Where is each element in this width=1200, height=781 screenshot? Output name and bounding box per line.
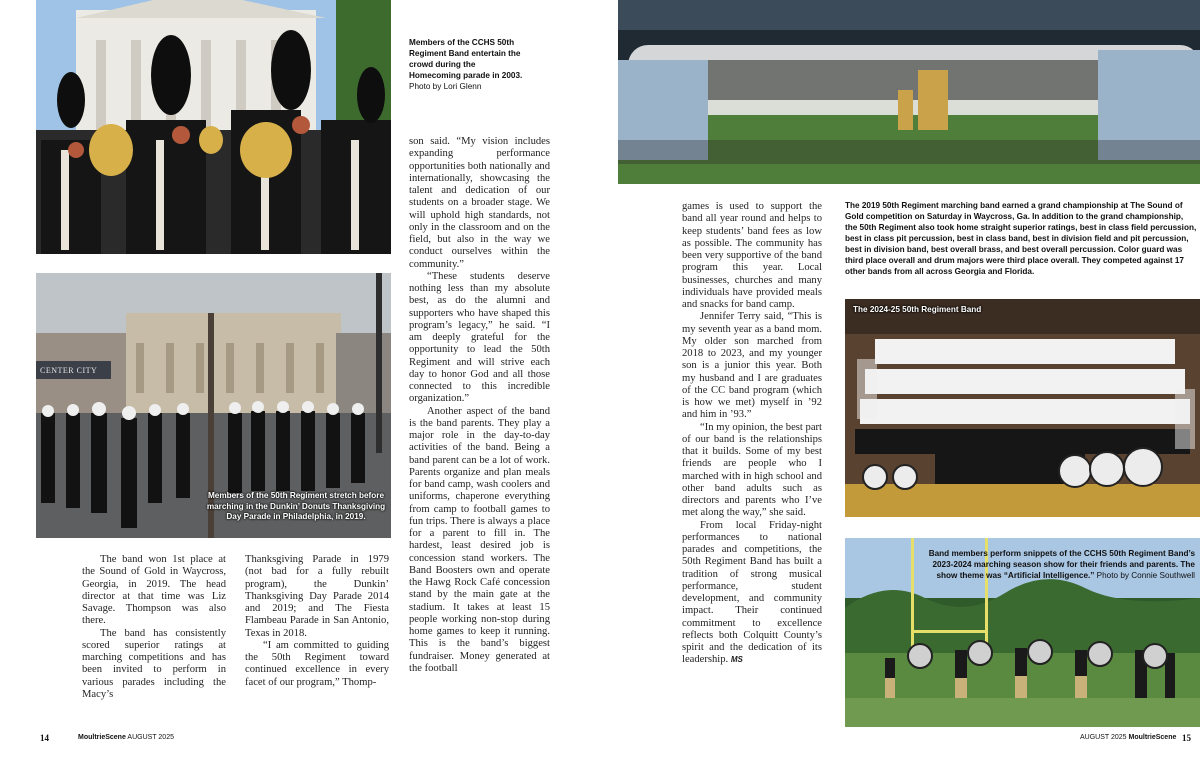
article-column-2 (245, 554, 389, 689)
sound-of-gold-caption: The 2019 50th Regiment marching band earned a grand championship at The Sound of Gold competition on Saturday in Waycross, Ga. In addition to the grand championship, the 50th Regiment also took home straight superior ratings, best in class field percussion, best in class pit percussion, best in class band, best in division field and pit percussion, best in division band, best overall brass, and best overall percussion. Color guard was third place overall and drum majors were third place overall. They competed against 17 other bands from all across Georgia and Florida. (845, 201, 1197, 276)
homecoming-caption (409, 37, 524, 92)
show-2023-caption-text: Band members perform snippets of the CCHS 50th Regiment Band’s 2023-2024 marching season show for their friends and parents. The show theme was “Artificial Intelligence.” (928, 549, 1195, 580)
col4-paragraph-4 (682, 520, 822, 667)
end-mark: MS (730, 655, 743, 665)
article-column-1 (82, 554, 226, 701)
left-footer-brand: MoultrieScene (78, 734, 126, 741)
col4-paragraph-1: games is used to support the band all year round and helps to keep students’ band fees as low as possible. The community has been very supportive of the band program this year. Local businesses, churches and many individuals have provided meals and snacks for band camp. (682, 201, 822, 310)
left-footer-issue: AUGUST 2025 (127, 734, 174, 741)
col3-paragraph-2: “These students deserve nothing less than my absolute best, as do the alumni and supporters who have shaped this program’s legacy,” he said. “I am deeply grateful for the opportunity to lead the 50th Regiment and will strive each day to honor God and all those connected to this incredible organization.” (409, 270, 550, 405)
col1-paragraph-1: The band won 1st place at the Sound of Gold in Waycross, Georgia, in 2019. The head director at that time was Liz Savage. Thompson was also there. (82, 554, 226, 627)
right-page-number: 15 (1182, 733, 1191, 743)
col4-paragraph-2: Jennifer Terry said, “This is my seventh year as a band mom. My older son marched from 2018 to 2023, and my younger son is a junior this year. Both my husband and I are graduates of the CC band program (which is how we met) myself in ’92 and him in ’93.” (682, 311, 822, 421)
col4-paragraph-4-text: From local Friday-night performances to national parades and competitions, the 50th Regiment Band has built a tradition of strong musical performance, student development, and community impact. Their continued commitment to excellence reflects both Colquitt County’s spirit and the dedication of its leadership. (682, 519, 822, 666)
band-2024-photo (845, 299, 1200, 517)
homecoming-parade-photo (36, 0, 391, 254)
left-footer (78, 734, 174, 741)
show-2023-photo (845, 538, 1200, 727)
col3-paragraph-3: Another aspect of the band is the band parents. They play a major role in the day-to-day activities of the band. Being a band parent can be a lot of work. Parents organize and plan meals for band camp, wash coolers and uniforms, chaperone everything from camp to football games to fun trips. There is always a place for a parent to fill in. The hardest, least desired job is concession stand workers. The Band Boosters own and operate the Hawg Rock Café concession stand by the main gate at the stadium. It takes at least 15 people working non-stop during home games to keep it running. This is the band’s biggest fundraiser. Money generated at the football (409, 405, 550, 674)
philadelphia-parade-photo (36, 273, 391, 538)
center-city-sign: CENTER CITY (40, 366, 98, 375)
article-column-3 (409, 136, 550, 675)
article-column-4 (682, 201, 822, 667)
philadelphia-caption: Members of the 50th Regiment stretch before marching in the Dunkin’ Donuts Thanksgiving Day Parade in Philadelphia, in 2019. (206, 491, 386, 521)
col1-paragraph-2: The band has consistently scored superior ratings at marching competitions and has been invited to perform in various parades including the Macy’s (82, 627, 226, 700)
show-2023-credit: Photo by Connie Southwell (1096, 571, 1195, 580)
homecoming-caption-text: Members of the CCHS 50th Regiment Band entertain the crowd during the Homecoming parade in 2003. (409, 38, 523, 80)
left-page-number: 14 (40, 733, 49, 743)
col2-paragraph-2: “I am committed to guiding the 50th Regiment toward continued excellence in every facet of our program,” Thomp- (245, 639, 389, 688)
col2-paragraph-1: Thanksgiving Parade in 1979 (not bad for a fully rebuilt program), the Dunkin’ Thanksgiving Day Parade 2014 and 2019; and The Fiesta Flambeau Parade in San Antonio, Texas in 2018. (245, 554, 389, 639)
sound-of-gold-photo (618, 0, 1200, 184)
homecoming-credit: Photo by Lori Glenn (409, 82, 482, 91)
right-footer-brand: MoultrieScene (1128, 734, 1177, 741)
col4-paragraph-3: “In my opinion, the best part of our band is the relationships that it builds. Some of my best friends are people who I marched with in high school and other band adults such as directors and parents who I’ve met along the way,” she said. (682, 421, 822, 519)
col3-paragraph-1: son said. “My vision includes expanding performance opportunities both nationally and internationally, showcasing the talent and dedication of our students on a broader stage. We will uphold high standards, not only in the classroom and on the field, but also in the way we conduct ourselves within the community.” (409, 136, 550, 270)
band-2024-caption: The 2024-25 50th Regiment Band (853, 305, 982, 314)
show-2023-caption (925, 548, 1195, 581)
right-footer (1080, 734, 1176, 741)
right-footer-issue: AUGUST 2025 (1080, 734, 1127, 741)
